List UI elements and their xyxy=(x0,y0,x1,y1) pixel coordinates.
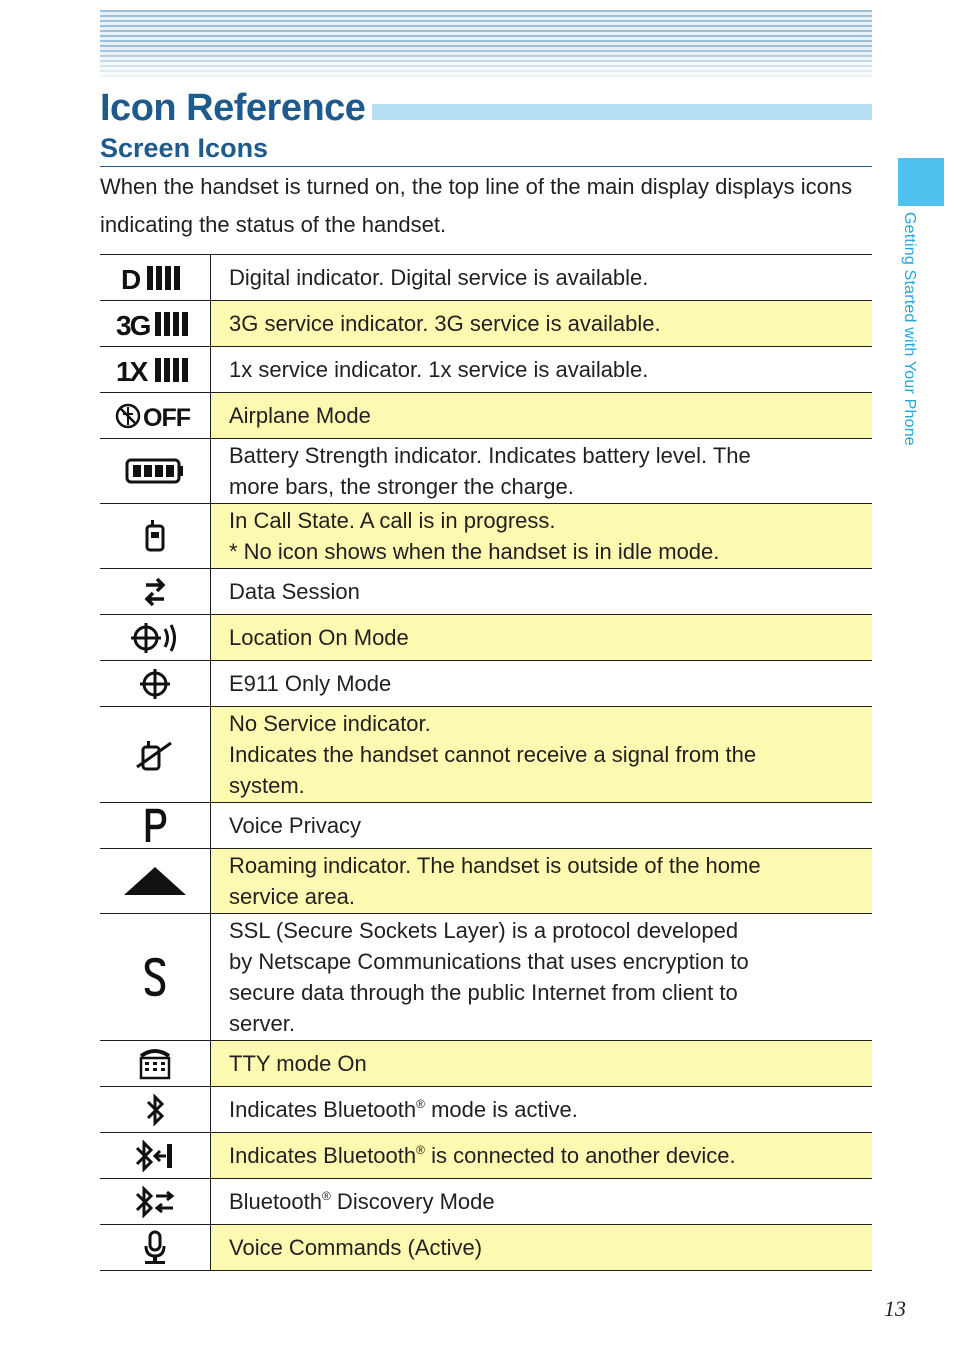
header-stripes xyxy=(100,10,872,78)
roaming-icon xyxy=(100,849,211,914)
table-row xyxy=(100,1087,872,1133)
section-title: Screen Icons xyxy=(100,133,269,163)
airplane-off-icon xyxy=(100,393,211,439)
row-text: Roaming indicator. The handset is outside of the home service area. xyxy=(211,849,873,914)
row-text: Location On Mode xyxy=(211,615,873,661)
section-rule xyxy=(100,166,872,167)
voice-commands-icon xyxy=(100,1225,211,1271)
row-text: No Service indicator. Indicates the handset cannot receive a signal from the system. xyxy=(211,707,873,803)
ssl-icon xyxy=(100,914,211,1041)
data-session-icon xyxy=(100,569,211,615)
svg-text:D: D xyxy=(121,263,142,293)
table-row xyxy=(100,914,872,1041)
table-row xyxy=(100,1133,872,1179)
row-text: E911 Only Mode xyxy=(211,661,873,707)
in-call-icon xyxy=(100,504,211,569)
row-text: Indicates Bluetooth® is connected to another device. xyxy=(211,1133,873,1179)
digital-signal-icon xyxy=(100,255,211,301)
table-row xyxy=(100,803,872,849)
svg-text:3G: 3G xyxy=(116,309,150,339)
row-text: 3G service indicator. 3G service is available. xyxy=(211,301,873,347)
svg-text:OFF: OFF xyxy=(143,403,190,431)
table-row xyxy=(100,439,872,504)
row-text: TTY mode On xyxy=(211,1041,873,1087)
table-row xyxy=(100,1179,872,1225)
row-text: Voice Commands (Active) xyxy=(211,1225,873,1271)
table-row xyxy=(100,347,872,393)
no-service-icon xyxy=(100,707,211,803)
table-row xyxy=(100,1041,872,1087)
table-row xyxy=(100,393,872,439)
icon-table xyxy=(100,254,872,1271)
tty-icon xyxy=(100,1041,211,1087)
title-accent-bar xyxy=(372,104,872,120)
1x-signal-icon xyxy=(100,347,211,393)
table-row xyxy=(100,849,872,914)
svg-text:1X: 1X xyxy=(116,355,147,385)
intro-text: When the handset is turned on, the top line of the main display displays icons indicating the status of the handset. xyxy=(100,174,853,237)
table-row xyxy=(100,661,872,707)
table-row xyxy=(100,255,872,301)
e911-icon xyxy=(100,661,211,707)
chapter-tab xyxy=(898,158,944,206)
battery-icon xyxy=(100,439,211,504)
row-text: Indicates Bluetooth® mode is active. xyxy=(211,1087,873,1133)
location-on-icon xyxy=(100,615,211,661)
chapter-label: Getting Started with Your Phone xyxy=(901,212,918,446)
page-number: 13 xyxy=(884,1296,906,1321)
row-text: 1x service indicator. 1x service is available. xyxy=(211,347,873,393)
table-row xyxy=(100,569,872,615)
table-row xyxy=(100,707,872,803)
row-text: In Call State. A call is in progress. * No icon shows when the handset is in idle mode. xyxy=(211,504,873,569)
bluetooth-discovery-icon xyxy=(100,1179,211,1225)
bluetooth-connected-icon xyxy=(100,1133,211,1179)
table-row xyxy=(100,615,872,661)
table-row xyxy=(100,504,872,569)
voice-privacy-icon xyxy=(100,803,211,849)
table-row xyxy=(100,301,872,347)
row-text: Battery Strength indicator. Indicates battery level. The more bars, the stronger the charge. xyxy=(211,439,873,504)
row-text: Bluetooth® Discovery Mode xyxy=(211,1179,873,1225)
row-text: Digital indicator. Digital service is available. xyxy=(211,255,873,301)
row-text: Voice Privacy xyxy=(211,803,873,849)
row-text: Airplane Mode xyxy=(211,393,873,439)
row-text: SSL (Secure Sockets Layer) is a protocol developed by Netscape Communications that uses encryption to secure data through the public Internet from client to server. xyxy=(211,914,873,1041)
3g-signal-icon xyxy=(100,301,211,347)
page-title: Icon Reference xyxy=(100,86,371,130)
bluetooth-icon xyxy=(100,1087,211,1133)
table-row xyxy=(100,1225,872,1271)
row-text: Data Session xyxy=(211,569,873,615)
